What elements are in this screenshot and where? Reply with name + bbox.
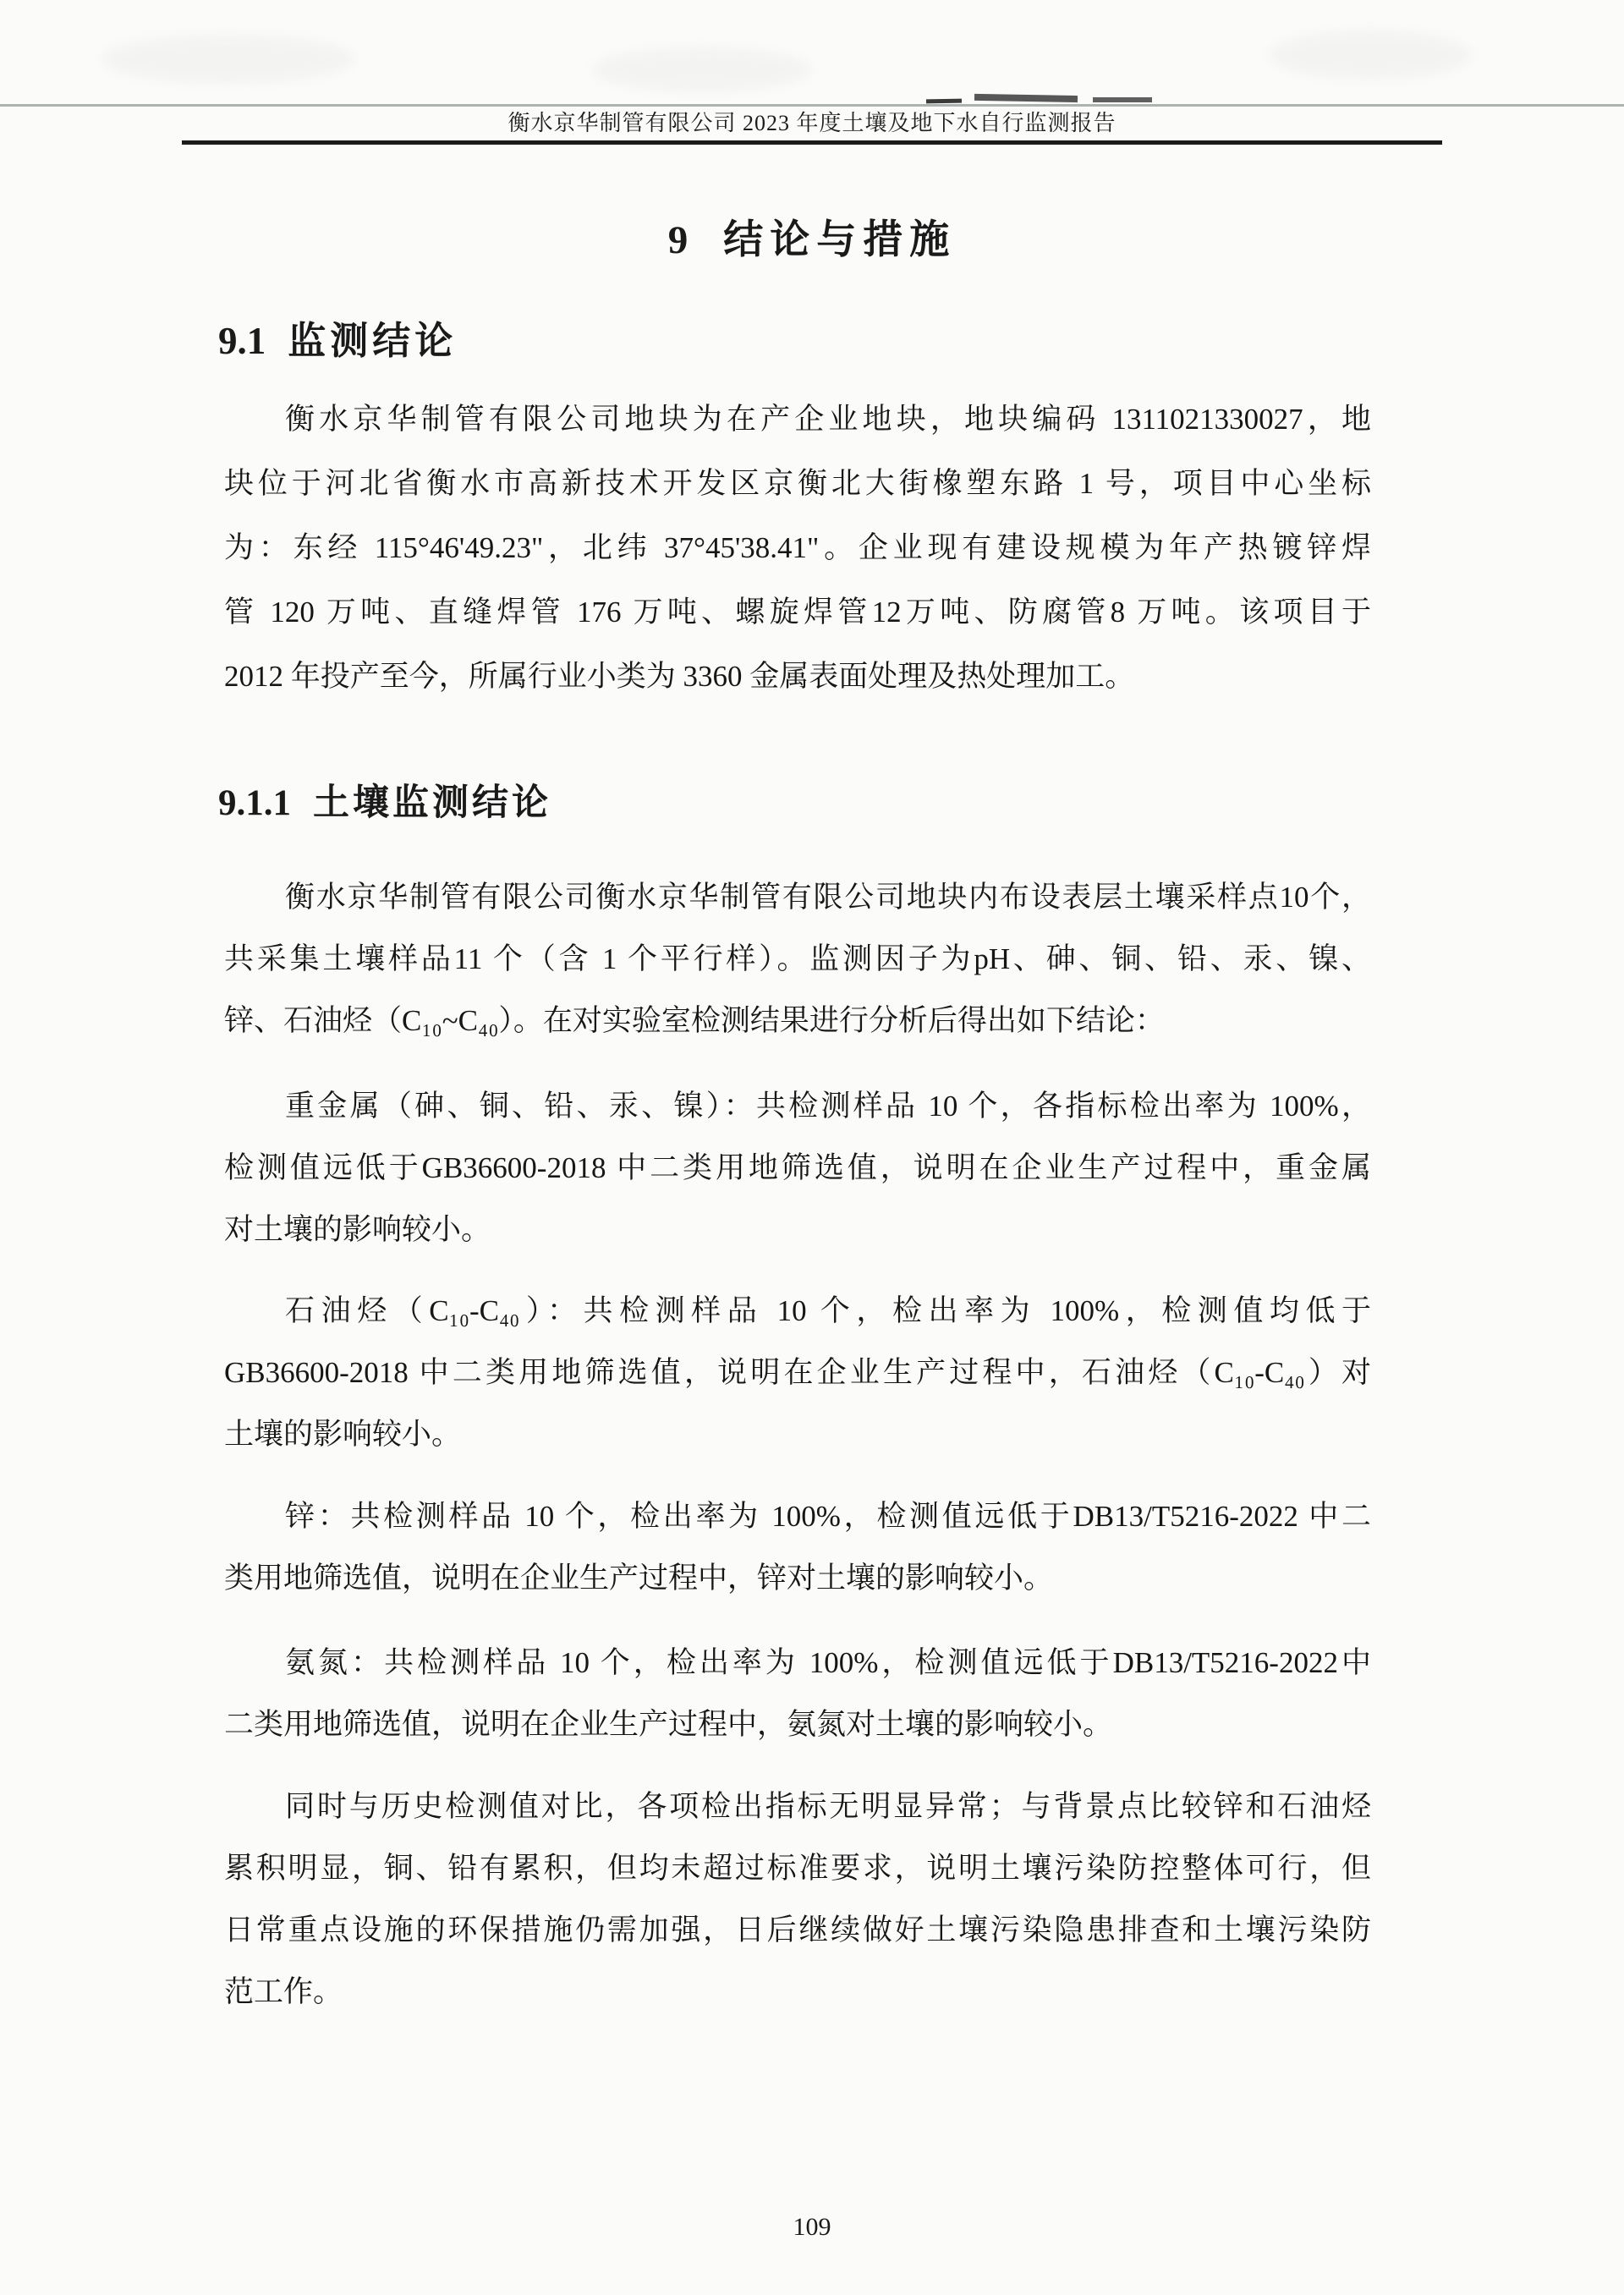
section-title-text: 土壤监测结论 xyxy=(313,783,551,823)
body-line: 石油烃（C₁₀-C₄₀）：共检测样品 10 个，检出率为 100%，检测值均低于 xyxy=(285,1294,1371,1327)
paragraph xyxy=(224,1280,1371,1465)
header-top-rule xyxy=(0,104,1624,107)
body-line: 共采集土壤样品11 个（含 1 个平行样）。监测因子为pH、砷、铜、铅、汞、镍、 xyxy=(224,942,1371,975)
body-line: 累积明显，铜、铅有累积，但均未超过标准要求，说明土壤污染防控整体可行，但 xyxy=(224,1852,1371,1885)
body-line: 块位于河北省衡水市高新技术开发区京衡北大街橡塑东路 1 号，项目中心坐标 xyxy=(224,467,1371,500)
section-heading-9-1 xyxy=(218,320,457,362)
body-line: 为：东经 115°46'49.23"，北纬 37°45'38.41"。企业现有建设规模为年产热镀锌焊 xyxy=(224,531,1371,564)
body-line: 二类用地筛选值，说明在企业生产过程中，氨氮对土壤的影响较小。 xyxy=(224,1708,1113,1741)
paragraph xyxy=(224,387,1371,709)
header-underline xyxy=(182,140,1442,145)
section-number: 9.1.1 xyxy=(218,783,291,823)
body-line: 氨氮：共检测样品 10 个，检出率为 100%，检测值远低于DB13/T5216-2022中 xyxy=(285,1646,1371,1679)
chapter-title xyxy=(0,218,1624,263)
body-line: 衡水京华制管有限公司地块为在产企业地块，地块编码 1311021330027，地 xyxy=(285,403,1371,436)
section-heading-9-1-1 xyxy=(218,783,551,824)
body-line: 对土壤的影响较小。 xyxy=(224,1213,491,1246)
body-line: 重金属（砷、铜、铅、汞、镍）：共检测样品 10 个，各指标检出率为 100%， xyxy=(285,1090,1371,1123)
body-line: 同时与历史检测值对比，各项检出指标无明显异常；与背景点比较锌和石油烃 xyxy=(285,1790,1371,1823)
paragraph xyxy=(224,1632,1371,1755)
paragraph xyxy=(224,1776,1371,2023)
page-number: 109 xyxy=(793,2213,831,2241)
paragraph xyxy=(224,1075,1371,1260)
scan-artifact xyxy=(1269,30,1472,80)
section-title-text: 监测结论 xyxy=(288,320,458,362)
paragraph xyxy=(224,1485,1371,1609)
scan-artifact xyxy=(926,99,962,104)
body-line: 2012 年投产至今，所属行业小类为 3360 金属表面处理及热处理加工。 xyxy=(224,660,1135,693)
body-line: 锌、石油烃（C₁₀~C₄₀）。在对实验室检测结果进行分析后得出如下结论： xyxy=(224,1004,1165,1037)
section-number: 9.1 xyxy=(218,320,266,362)
scan-artifact xyxy=(1093,97,1152,102)
scan-artifact xyxy=(974,94,1078,102)
body-line: GB36600-2018 中二类用地筛选值，说明在企业生产过程中，石油烃（C₁₀-C₄₀）对 xyxy=(224,1356,1371,1389)
chapter-title-text: 结论与措施 xyxy=(723,218,957,262)
chapter-number: 9 xyxy=(667,218,689,262)
body-line: 类用地筛选值，说明在企业生产过程中，锌对土壤的影响较小。 xyxy=(224,1562,1054,1595)
scan-artifact xyxy=(592,47,812,93)
running-header: 衡水京华制管有限公司 2023 年度土壤及地下水自行监测报告 xyxy=(508,111,1116,135)
body-line: 范工作。 xyxy=(224,1975,343,2008)
body-line: 土壤的影响较小。 xyxy=(224,1418,462,1451)
body-line: 管 120 万吨、直缝焊管 176 万吨、螺旋焊管12万吨、防腐管8 万吨。该项目于 xyxy=(224,596,1371,629)
body-line: 检测值远低于GB36600-2018 中二类用地筛选值，说明在企业生产过程中，重金属 xyxy=(224,1151,1371,1184)
paragraph xyxy=(224,866,1371,1051)
body-line: 锌：共检测样品 10 个，检出率为 100%，检测值远低于DB13/T5216-2022 中二 xyxy=(285,1500,1371,1533)
body-line: 衡水京华制管有限公司衡水京华制管有限公司地块内布设表层土壤采样点10个， xyxy=(285,881,1371,914)
scan-artifact xyxy=(102,34,355,85)
body-line: 日常重点设施的环保措施仍需加强，日后继续做好土壤污染隐患排查和土壤污染防 xyxy=(224,1913,1371,1946)
